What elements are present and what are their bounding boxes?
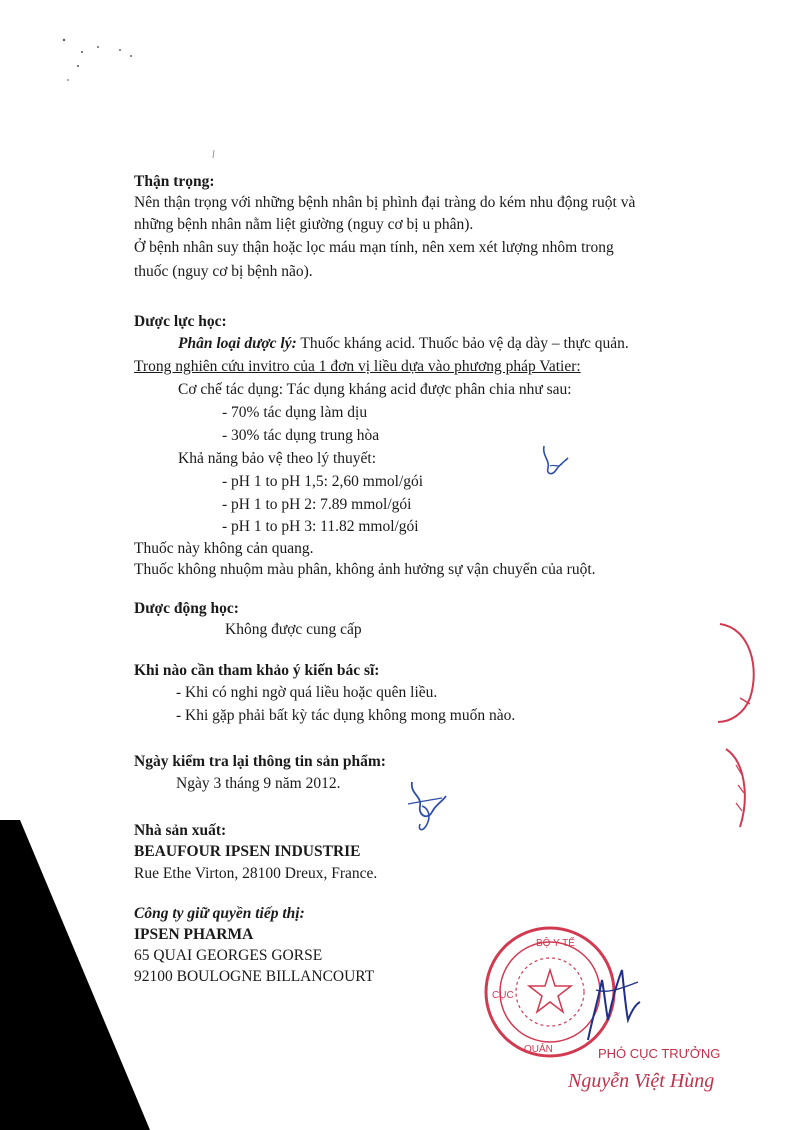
redaction-wedge [0,820,160,1130]
initials-mark [402,776,452,836]
list-item: - 30% tác dụng trung hòa [222,427,380,444]
signature-scribble [578,960,648,1050]
heading-tham-khao: Khi nào cần tham khảo ý kiến bác sĩ: [134,662,380,679]
text-line: Ngày 3 tháng 9 năm 2012. [176,775,341,792]
company-address-2: 92100 BOULOGNE BILLANCOURT [134,968,375,985]
text-line: Ở bệnh nhân suy thận hoặc lọc máu mạn tính, nên xem xét lượng nhôm trong [134,239,614,256]
signature-name: Nguyễn Việt Hùng [568,1070,715,1092]
text-line: Không được cung cấp [225,621,362,638]
list-item: - Khi có nghi ngờ quá liều hoặc quên liều. [176,684,438,701]
note-line: Thuốc không nhuộm màu phân, không ảnh hưởng sự vận chuyển của ruột. [134,561,596,578]
scan-specks [0,0,799,160]
study-line: Trong nghiên cứu invitro của 1 đơn vị liều dựa vào phương pháp Vatier: [134,358,581,375]
list-item: - Khi gặp phải bất kỳ tác dụng không mong muốn nào. [176,707,516,724]
heading-duoc-dong-hoc: Dược động học: [134,600,239,617]
classification-text: Thuốc kháng acid. Thuốc bảo vệ dạ dày – thực quản. [296,335,629,352]
heading-nha-san-xuat: Nhà sản xuất: [134,822,227,839]
heading-cong-ty: Công ty giữ quyền tiếp thị: [134,905,305,922]
manufacturer-address: Rue Ethe Virton, 28100 Dreux, France. [134,865,378,882]
protection-line: Khả năng bảo vệ theo lý thuyết: [178,450,377,467]
mechanism-line: Cơ chế tác dụng: Tác dụng kháng acid được phân chia như sau: [178,381,572,398]
text-line: thuốc (nguy cơ bị bệnh não). [134,263,313,280]
manufacturer-name: BEAUFOUR IPSEN INDUSTRIE [134,843,361,860]
list-item: - 70% tác dụng làm dịu [222,404,368,421]
text-line: Nên thận trọng với những bệnh nhân bị phình đại tràng do kém nhu động ruột và [134,194,636,211]
note-line: Thuốc này không cản quang. [134,540,314,557]
heading-than-trong: Thận trọng: [134,173,215,190]
stamp-top-text: BỘ Y TẾ [536,938,575,949]
stamp-bottom-text: QUẢN [524,1044,553,1055]
company-address-1: 65 QUAI GEORGES GORSE [134,947,323,964]
partial-stamp [720,745,799,835]
text-line: những bệnh nhân nằm liệt giường (nguy cơ bị u phân). [134,216,474,233]
classification-label: Phân loại dược lý: [178,335,297,352]
heading-duoc-luc-hoc: Dược lực học: [134,313,227,330]
list-item: - pH 1 to pH 2: 7.89 mmol/gói [222,496,412,513]
list-item: - pH 1 to pH 1,5: 2,60 mmol/gói [222,473,424,490]
classification-line [178,334,629,354]
initials-mark [536,442,576,482]
company-name: IPSEN PHARMA [134,926,254,943]
stamp-left-text: CỤC [492,990,514,1001]
heading-ngay-kiem-tra: Ngày kiểm tra lại thông tin sản phẩm: [134,753,386,770]
signature-title: PHÓ CỤC TRƯỞNG [598,1046,721,1061]
partial-stamp [710,618,799,728]
list-item: - pH 1 to pH 3: 11.82 mmol/gói [222,518,419,535]
